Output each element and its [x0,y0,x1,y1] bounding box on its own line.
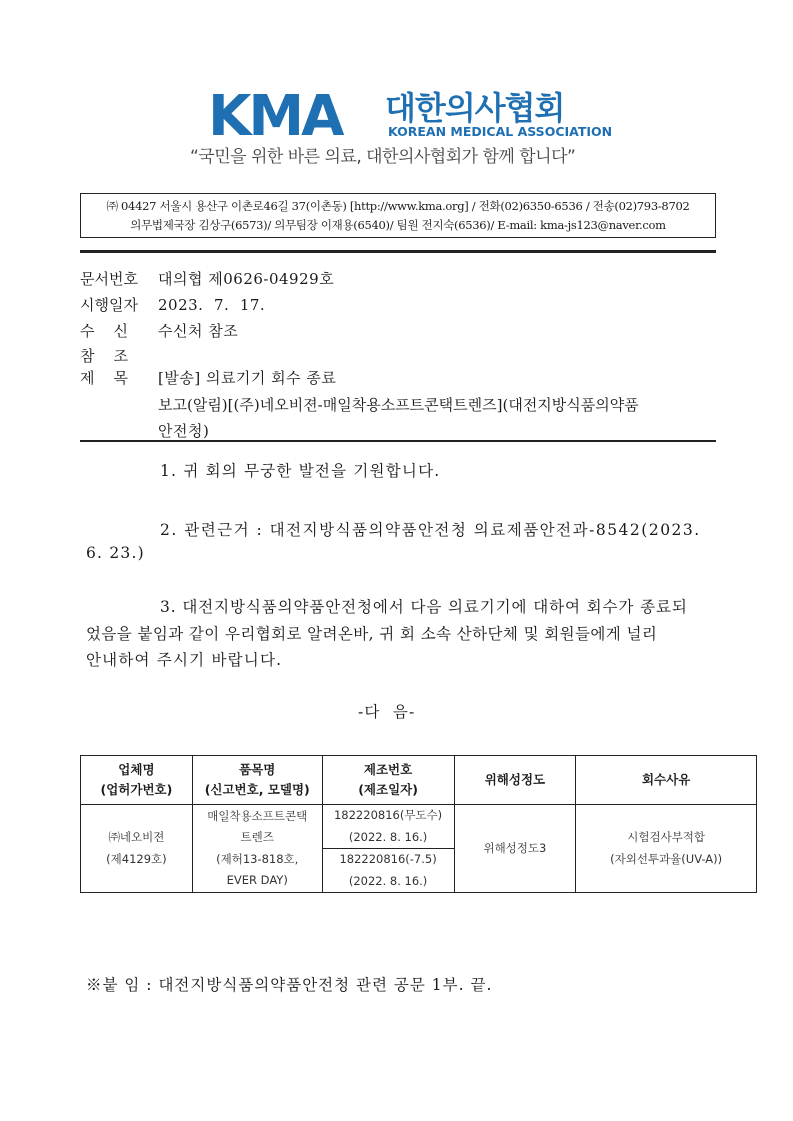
table-row [81,805,757,849]
subject-label: 제 목 [80,369,129,387]
address-line-1: ㈜ 04427 서울시 용산구 이촌로46길 37(이촌동) [http://www.kma.org] / 전화(02)6350-6536 / 전송(02)793-8702 [106,199,690,213]
da-eum-heading: -다 음- [358,703,416,721]
cell-company: ㈜네오비젼 (제4129호) [81,805,193,893]
recall-table [80,755,757,893]
header-hazard: 위해성정도 [454,756,576,805]
recipient-label: 수 신 [80,322,129,340]
address-line-2: 의무법제국장 김상구(6573)/ 의무팀장 이재용(6540)/ 팀원 전지숙(6536)/ E-mail: kma-js123@naver.com [130,218,666,232]
slogan: “국민을 위한 바른 의료, 대한의사협회가 함께 합니다” [190,147,576,167]
cell-product: 매일착용소프트콘택 트렌즈 (제허13-818호, EVER DAY) [192,805,322,893]
address-box [80,193,716,238]
cell-reason: 시험검사부적합 (자외선투과율(UV-A)) [576,805,757,893]
date-label: 시행일자 [80,296,138,314]
date-value: 2023. 7. 17. [158,296,266,314]
doc-number-label: 문서번호 [80,270,138,288]
recipient-row [80,320,238,341]
reference-label: 참 조 [80,347,129,365]
header-reason: 회수사유 [576,756,757,805]
paragraph-2-line-1: 2. 관련근거 : 대전지방식품의약품안전청 의료제품안전과-8542(2023. [160,521,701,539]
attachment-note: ※붙 임 : 대전지방식품의약품안전청 관련 공문 1부. 끝. [86,976,493,994]
header-company: 업체명 (업허가번호) [81,756,193,805]
doc-number-row [80,268,334,289]
subject-line-3: 안전청) [158,422,210,440]
paragraph-1: 1. 귀 회의 무궁한 발전을 기원합니다. [160,462,441,480]
subject-rule [80,440,716,442]
header-product: 품목명 (신고번호, 모델명) [192,756,322,805]
cell-lot-1: 182220816(무도수) (2022. 8. 16.) [322,805,454,849]
org-name-en: KOREAN MEDICAL ASSOCIATION [388,124,613,139]
cell-lot-2: 182220816(-7.5) (2022. 8. 16.) [322,849,454,893]
paragraph-3-line-2: 었음을 붙임과 같이 우리협회로 알려온바, 귀 회 소속 산하단체 및 회원들에게 널리 [86,625,658,643]
date-row [80,294,265,315]
header-lot: 제조번호 (제조일자) [322,756,454,805]
paragraph-3-line-3: 안내하여 주시기 바랍니다. [86,651,283,669]
table-header-row [81,756,757,805]
paragraph-2-line-2: 6. 23.) [86,544,145,562]
doc-number: 대의협 제0626-04929호 [158,270,335,288]
paragraph-3-line-1: 3. 대전지방식품의약품안전청에서 다음 의료기기에 대하여 회수가 종료되 [160,598,688,616]
subject-row [80,367,336,388]
header-rule [80,250,716,253]
recipient-value: 수신처 참조 [158,322,239,340]
cell-hazard: 위해성정도3 [454,805,576,893]
subject-line-1: [발송] 의료기기 회수 종료 [158,369,337,387]
kma-logo [208,84,342,149]
org-name-kr: 대한의사협회 [385,89,565,127]
kma-logo-text: KMA [208,84,342,149]
reference-row [80,345,158,366]
subject-line-2: 보고(알림)[(주)네오비젼-매일착용소프트콘택트렌즈](대전지방식품의약품 [158,396,639,414]
